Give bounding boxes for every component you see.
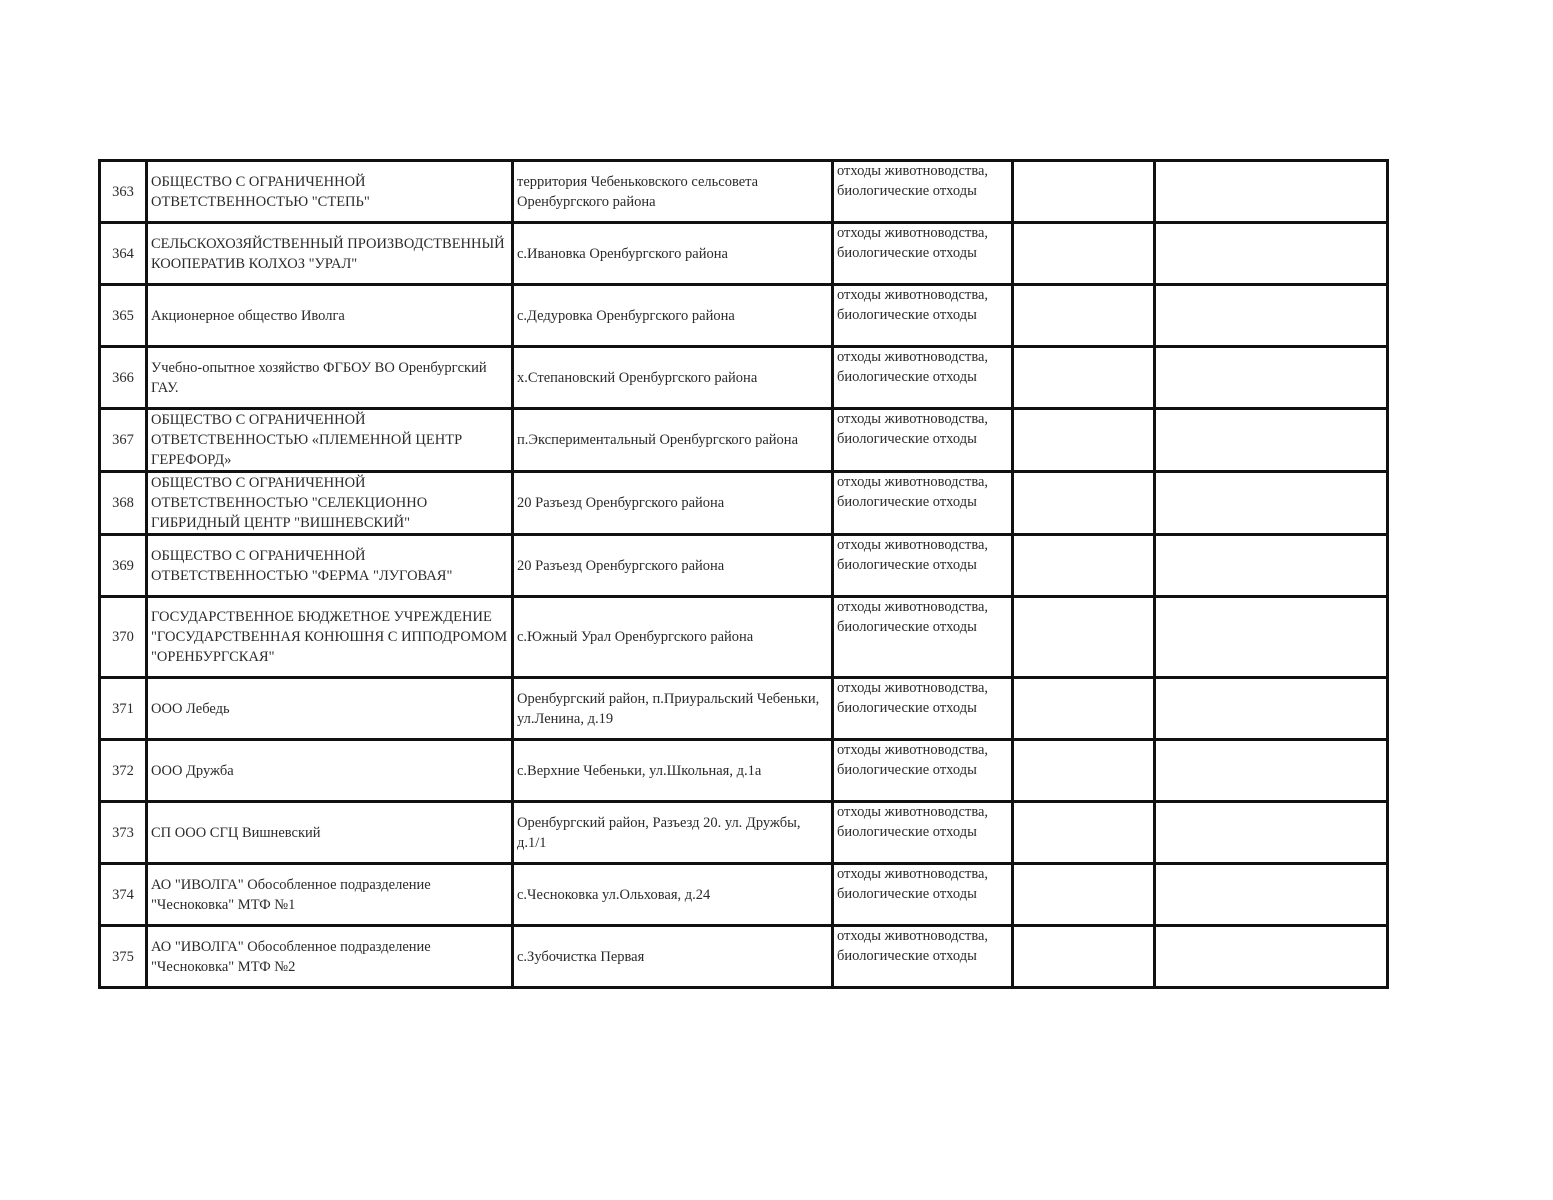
waste-type-cell <box>833 223 1013 285</box>
empty-cell <box>1155 864 1388 926</box>
empty-cell <box>1013 409 1155 472</box>
waste-type-text: отходы животноводства, биологические отходы <box>837 599 989 635</box>
empty-cell <box>1155 535 1388 597</box>
waste-type-cell <box>833 535 1013 597</box>
row-number-cell: 366 <box>100 347 147 409</box>
waste-type-text: отходы животноводства, биологические отходы <box>837 680 989 716</box>
empty-cell <box>1013 285 1155 347</box>
address-cell: территория Чебеньковского сельсовета Оренбургского района <box>513 161 833 223</box>
registry-table <box>98 159 1389 989</box>
waste-type-text: отходы животноводства, биологические отходы <box>837 225 989 261</box>
organization-name-cell: АО "ИВОЛГА" Обособленное подразделение "Чесноковка" МТФ №2 <box>147 926 513 988</box>
row-number-cell: 363 <box>100 161 147 223</box>
waste-type-cell <box>833 597 1013 678</box>
empty-cell <box>1013 347 1155 409</box>
address-cell: Оренбургский район, Разъезд 20. ул. Дружбы, д.1/1 <box>513 802 833 864</box>
empty-cell <box>1013 864 1155 926</box>
table-row <box>100 926 1388 988</box>
organization-name-cell: ГОСУДАРСТВЕННОЕ БЮДЖЕТНОЕ УЧРЕЖДЕНИЕ "ГОСУДАРСТВЕННАЯ КОНЮШНЯ С ИППОДРОМОМ "ОРЕНБУРГСКАЯ" <box>147 597 513 678</box>
empty-cell <box>1155 409 1388 472</box>
table-row <box>100 802 1388 864</box>
organization-name-cell: СЕЛЬСКОХОЗЯЙСТВЕННЫЙ ПРОИЗВОДСТВЕННЫЙ КООПЕРАТИВ КОЛХОЗ "УРАЛ" <box>147 223 513 285</box>
empty-cell <box>1155 740 1388 802</box>
organization-name-cell: ОБЩЕСТВО С ОГРАНИЧЕННОЙ ОТВЕТСТВЕННОСТЬЮ "СЕЛЕКЦИОННО ГИБРИДНЫЙ ЦЕНТР "ВИШНЕВСКИЙ" <box>147 472 513 535</box>
table-row <box>100 740 1388 802</box>
row-number-cell: 368 <box>100 472 147 535</box>
organization-name-cell: Учебно-опытное хозяйство ФГБОУ ВО Оренбургский ГАУ. <box>147 347 513 409</box>
empty-cell <box>1155 802 1388 864</box>
row-number-cell: 364 <box>100 223 147 285</box>
waste-type-text: отходы животноводства, биологические отходы <box>837 742 989 778</box>
organization-name-cell: ОБЩЕСТВО С ОГРАНИЧЕННОЙ ОТВЕТСТВЕННОСТЬЮ «ПЛЕМЕННОЙ ЦЕНТР ГЕРЕФОРД» <box>147 409 513 472</box>
waste-type-text: отходы животноводства, биологические отходы <box>837 411 989 447</box>
waste-type-cell <box>833 740 1013 802</box>
empty-cell <box>1013 678 1155 740</box>
waste-type-cell <box>833 678 1013 740</box>
organization-name-cell: ООО Лебедь <box>147 678 513 740</box>
waste-type-cell <box>833 347 1013 409</box>
table-row <box>100 285 1388 347</box>
empty-cell <box>1155 161 1388 223</box>
empty-cell <box>1013 161 1155 223</box>
empty-cell <box>1013 535 1155 597</box>
organization-name-cell: АО "ИВОЛГА" Обособленное подразделение "Чесноковка" МТФ №1 <box>147 864 513 926</box>
empty-cell <box>1155 223 1388 285</box>
empty-cell <box>1013 223 1155 285</box>
row-number-cell: 375 <box>100 926 147 988</box>
waste-type-cell <box>833 802 1013 864</box>
table-row <box>100 597 1388 678</box>
waste-type-cell <box>833 472 1013 535</box>
waste-type-cell <box>833 161 1013 223</box>
row-number-cell: 367 <box>100 409 147 472</box>
address-cell: с.Зубочистка Первая <box>513 926 833 988</box>
empty-cell <box>1155 926 1388 988</box>
waste-type-text: отходы животноводства, биологические отходы <box>837 474 989 510</box>
waste-type-cell <box>833 409 1013 472</box>
row-number-cell: 374 <box>100 864 147 926</box>
organization-name-cell: Акционерное общество Иволга <box>147 285 513 347</box>
table-row <box>100 161 1388 223</box>
empty-cell <box>1013 472 1155 535</box>
address-cell: х.Степановский Оренбургского района <box>513 347 833 409</box>
empty-cell <box>1155 597 1388 678</box>
waste-type-text: отходы животноводства, биологические отходы <box>837 928 989 964</box>
table-row <box>100 535 1388 597</box>
table-row <box>100 409 1388 472</box>
address-cell: с.Дедуровка Оренбургского района <box>513 285 833 347</box>
waste-type-text: отходы животноводства, биологические отходы <box>837 163 989 199</box>
empty-cell <box>1155 285 1388 347</box>
organization-name-cell: ОБЩЕСТВО С ОГРАНИЧЕННОЙ ОТВЕТСТВЕННОСТЬЮ "СТЕПЬ" <box>147 161 513 223</box>
empty-cell <box>1155 347 1388 409</box>
address-cell: с.Южный Урал Оренбургского района <box>513 597 833 678</box>
table-row <box>100 472 1388 535</box>
row-number-cell: 373 <box>100 802 147 864</box>
row-number-cell: 369 <box>100 535 147 597</box>
address-cell: 20 Разъезд Оренбургского района <box>513 535 833 597</box>
document-page <box>98 159 1389 989</box>
row-number-cell: 370 <box>100 597 147 678</box>
waste-type-text: отходы животноводства, биологические отходы <box>837 537 989 573</box>
table-row <box>100 678 1388 740</box>
address-cell: Оренбургский район, п.Приуральский Чебеньки, ул.Ленина, д.19 <box>513 678 833 740</box>
waste-type-cell <box>833 864 1013 926</box>
empty-cell <box>1013 802 1155 864</box>
organization-name-cell: СП ООО СГЦ Вишневский <box>147 802 513 864</box>
registry-table-body <box>100 161 1388 988</box>
row-number-cell: 365 <box>100 285 147 347</box>
waste-type-text: отходы животноводства, биологические отходы <box>837 866 989 902</box>
empty-cell <box>1013 597 1155 678</box>
waste-type-text: отходы животноводства, биологические отходы <box>837 804 989 840</box>
waste-type-cell <box>833 285 1013 347</box>
empty-cell <box>1155 678 1388 740</box>
organization-name-cell: ООО Дружба <box>147 740 513 802</box>
address-cell: с.Верхние Чебеньки, ул.Школьная, д.1а <box>513 740 833 802</box>
row-number-cell: 371 <box>100 678 147 740</box>
table-row <box>100 223 1388 285</box>
organization-name-cell: ОБЩЕСТВО С ОГРАНИЧЕННОЙ ОТВЕТСТВЕННОСТЬЮ "ФЕРМА "ЛУГОВАЯ" <box>147 535 513 597</box>
waste-type-text: отходы животноводства, биологические отходы <box>837 287 989 323</box>
address-cell: с.Чесноковка ул.Ольховая, д.24 <box>513 864 833 926</box>
table-row <box>100 347 1388 409</box>
address-cell: с.Ивановка Оренбургского района <box>513 223 833 285</box>
empty-cell <box>1155 472 1388 535</box>
table-row <box>100 864 1388 926</box>
address-cell: п.Экспериментальный Оренбургского района <box>513 409 833 472</box>
row-number-cell: 372 <box>100 740 147 802</box>
waste-type-text: отходы животноводства, биологические отходы <box>837 349 989 385</box>
waste-type-cell <box>833 926 1013 988</box>
address-cell: 20 Разъезд Оренбургского района <box>513 472 833 535</box>
empty-cell <box>1013 740 1155 802</box>
empty-cell <box>1013 926 1155 988</box>
